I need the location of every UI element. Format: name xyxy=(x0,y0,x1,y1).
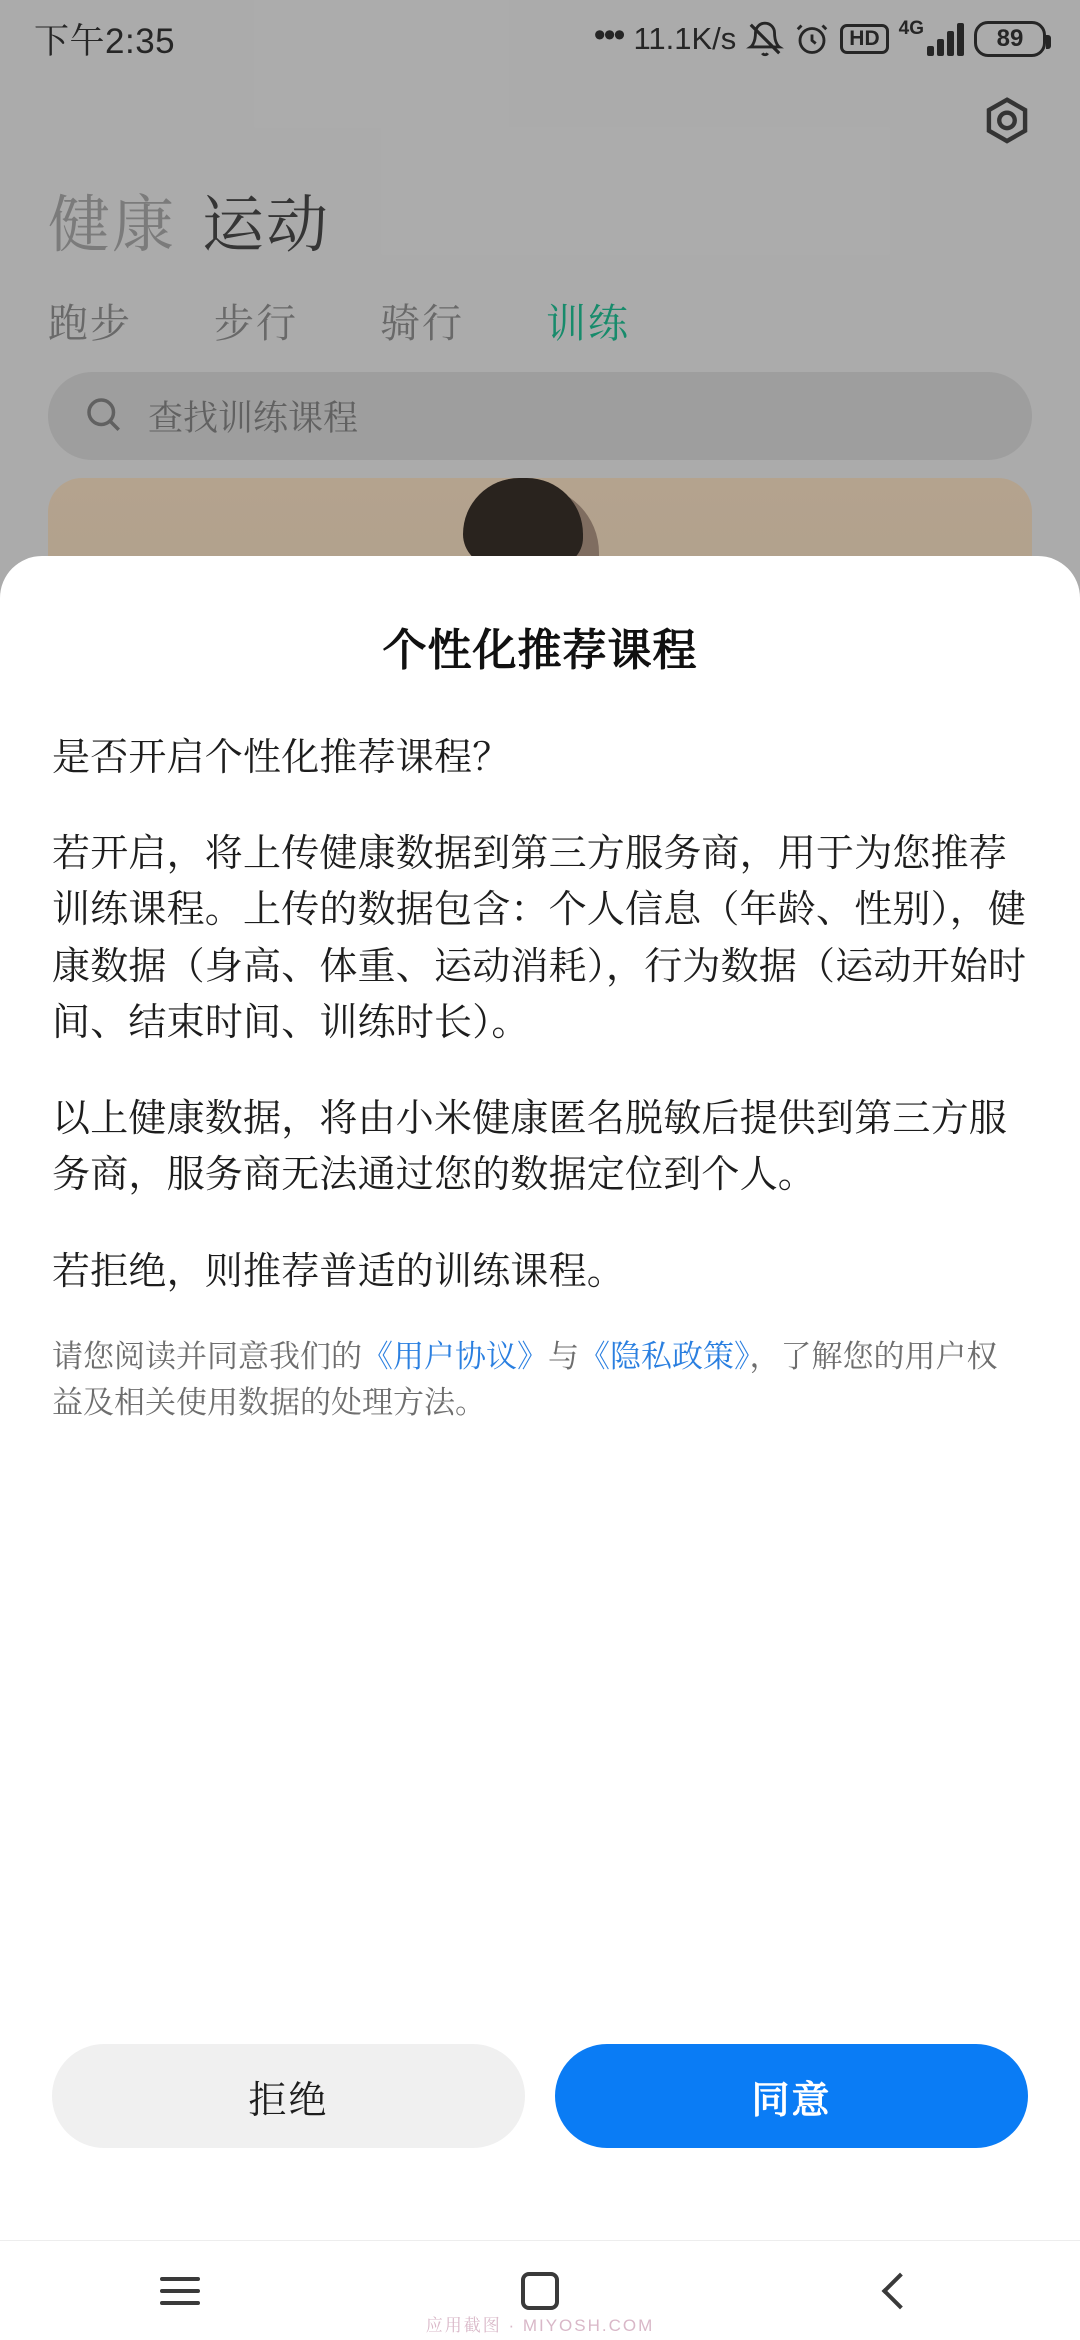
network-speed-label: 11.1K/s xyxy=(633,21,737,56)
battery-percent: 89 xyxy=(996,25,1024,52)
consent-middle: 与 xyxy=(548,1338,579,1374)
network-type-label: 4G xyxy=(898,18,924,39)
more-dots-icon: ••• xyxy=(593,16,624,54)
consent-prefix: 请您阅读并同意我们的 xyxy=(52,1338,362,1374)
tab-walking[interactable]: 步行 xyxy=(214,302,298,346)
page-title-health: 健康 xyxy=(48,191,177,260)
search-placeholder: 查找训练课程 xyxy=(148,399,359,438)
user-agreement-link[interactable]: 《用户协议》 xyxy=(362,1338,548,1374)
tab-training[interactable]: 训练 xyxy=(546,302,630,346)
agree-button[interactable]: 同意 xyxy=(555,2044,1028,2148)
dialog-paragraph-enable: 若开启，将上传健康数据到第三方服务商，用于为您推荐训练课程。上传的数据包含：个人信息（年龄、性别），健康数据（身高、体重、运动消耗），行为数据（运动开始时间、结束时间、训练时长）。 xyxy=(52,833,1027,1044)
privacy-policy-link[interactable]: 《隐私政策》 xyxy=(579,1338,750,1374)
hd-badge: HD xyxy=(840,24,888,54)
consent-note xyxy=(52,1334,1028,1427)
watermark: 应用截图 · MIYOSH.COM xyxy=(425,2316,655,2335)
dialog-title: 个性化推荐课程 xyxy=(382,626,698,675)
dialog-paragraph-reject: 若拒绝，则推荐普适的训练课程。 xyxy=(52,1250,626,1293)
dialog-paragraph-anonymize: 以上健康数据，将由小米健康匿名脱敏后提供到第三方服务商，服务商无法通过您的数据定位到个人。 xyxy=(52,1098,1008,1197)
tab-running[interactable]: 跑步 xyxy=(48,302,132,346)
dialog-body xyxy=(52,730,1028,1427)
status-clock: 下午2:35 xyxy=(34,22,176,61)
dialog-paragraph-question: 是否开启个性化推荐课程？ xyxy=(52,737,511,779)
reject-button[interactable]: 拒绝 xyxy=(52,2044,525,2148)
dialog-actions xyxy=(52,2044,1028,2148)
tab-cycling[interactable]: 骑行 xyxy=(380,302,464,346)
page-title-sport: 运动 xyxy=(202,191,331,260)
consent-suffix: ，了解您的用户权益及相关使用数据的处理方法。 xyxy=(52,1338,998,1421)
personalized-recommendation-dialog xyxy=(0,556,1080,2240)
